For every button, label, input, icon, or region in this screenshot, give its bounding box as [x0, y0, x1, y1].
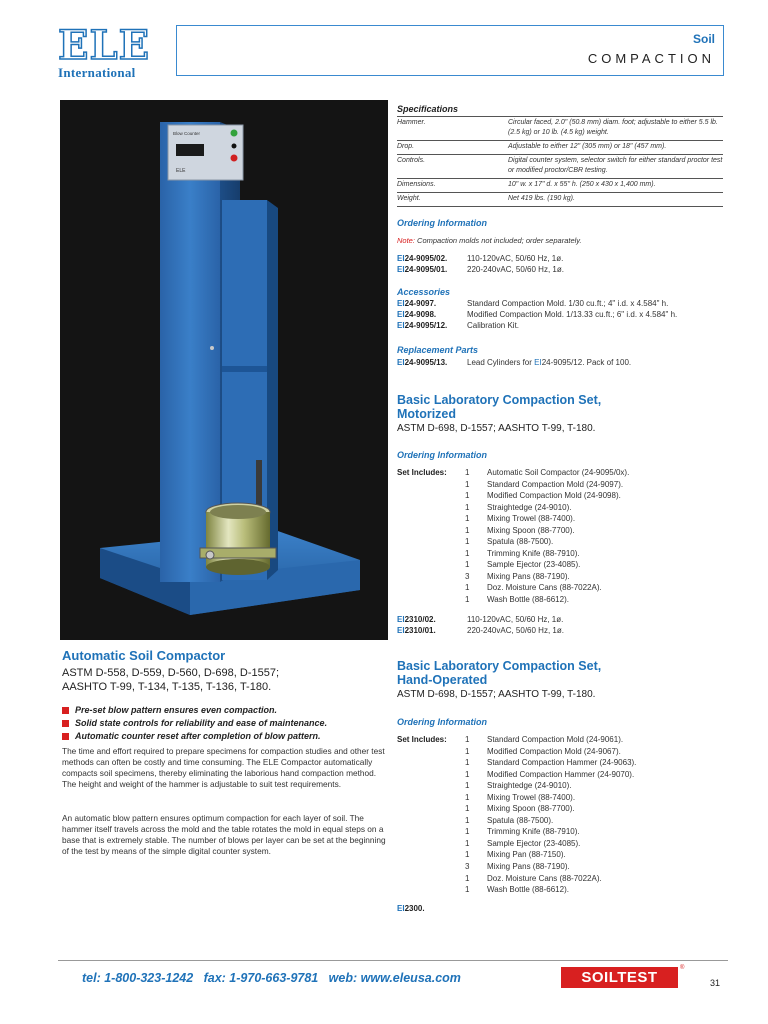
item-quantity: 1	[465, 769, 470, 779]
list-item	[397, 815, 723, 827]
item-description: Spatula (88-7500).	[487, 537, 554, 547]
list-item: EI2310/02. 110-120vAC, 50/60 Hz, 1ø.	[397, 615, 564, 624]
set-includes-label	[397, 479, 465, 491]
set-includes-label	[397, 559, 465, 571]
item-quantity: 1	[465, 735, 470, 744]
item-description: Modified Compaction Mold (24-9098).	[487, 491, 621, 501]
item-description: Sample Ejector (23-4085).	[487, 838, 581, 848]
item-quantity: 1	[465, 815, 470, 825]
item-quantity: 1	[465, 595, 470, 605]
list-item	[397, 803, 723, 815]
item-description: Mixing Spoon (88-7700).	[487, 525, 575, 535]
replacement-list	[397, 357, 723, 368]
feature-item: Pre-set blow pattern ensures even compaction.	[62, 704, 392, 717]
item-quantity: 1	[465, 583, 470, 593]
item-quantity: 1	[465, 781, 470, 791]
set-includes-label	[397, 536, 465, 548]
set-includes-label	[397, 571, 465, 583]
bullet-square-icon	[62, 707, 69, 714]
ordering-codes	[397, 253, 723, 275]
item-quantity: 1	[465, 873, 470, 883]
list-item	[397, 502, 723, 514]
set-includes-label	[397, 815, 465, 827]
product-title: Automatic Soil Compactor	[62, 648, 226, 663]
astm-line-1: ASTM D-558, D-559, D-560, D-698, D-1557;	[62, 667, 280, 679]
item-description: Trimming Knife (88-7910).	[487, 548, 580, 558]
set-includes-label	[397, 803, 465, 815]
ordering-heading: Ordering Information	[397, 218, 487, 228]
motorized-set-heading: Basic Laboratory Compaction Set, Motorized ASTM D-698, D-1557; AASHTO T-99, T-180.	[397, 393, 602, 434]
set-includes-label	[397, 757, 465, 769]
list-item	[397, 884, 723, 896]
list-item	[397, 849, 723, 861]
item-description: Modified Compaction Hammer (24-9070).	[487, 769, 635, 779]
list-item: EI24-9095/13. Lead Cylinders for EI24-9095/12. Pack of 100.	[397, 358, 632, 367]
accessories-list	[397, 298, 723, 331]
set-includes-label	[397, 594, 465, 606]
feature-list	[62, 704, 392, 743]
list-item	[397, 479, 723, 491]
item-description: Spatula (88-7500).	[487, 815, 554, 825]
table-row: Dimensions. 10" w. x 17" d. x 55" h. (250 x 430 x 1,400 mm).	[397, 179, 723, 193]
list-item	[397, 769, 723, 781]
ordering-note	[397, 236, 723, 245]
set-includes-label: Set Includes:	[397, 468, 447, 477]
panel-label: Blow Counter	[173, 131, 201, 136]
item-quantity: 1	[465, 838, 470, 848]
set-includes-label	[397, 861, 465, 873]
item-description: Straightedge (24-9010).	[487, 502, 572, 512]
soil-compactor-illustration	[60, 100, 388, 640]
item-quantity: 1	[465, 827, 470, 837]
item-quantity: 1	[465, 885, 470, 895]
set-includes-label	[397, 490, 465, 502]
ordering-heading: Ordering Information	[397, 450, 487, 460]
ordering-heading: Ordering Information	[397, 717, 487, 727]
set-includes-label	[397, 513, 465, 525]
astm-line-2: AASHTO T-99, T-134, T-135, T-136, T-180.	[62, 681, 272, 693]
item-description: Mixing Spoon (88-7700).	[487, 804, 575, 814]
item-description: Wash Bottle (88-6612).	[487, 885, 569, 895]
logo-sub: International	[58, 65, 136, 80]
description-paragraph-1: The time and effort required to prepare specimens for compaction studies and other test methods can often be costly and time consuming. The ELE Compactor automatically compacts soil specimens, thereby eliminating the laborious hand compaction method. The height and weight of the hammer is adjustable to suit test requirements.	[62, 746, 385, 789]
registered-mark: ®	[680, 965, 685, 971]
table-row: Drop. Adjustable to either 12" (305 mm) or 18" (457 mm).	[397, 141, 723, 155]
feature-item: Solid state controls for reliability and ease of maintenance.	[62, 717, 392, 730]
list-item	[397, 826, 723, 838]
set-includes-label	[397, 502, 465, 514]
section-title: Soil	[692, 32, 715, 46]
specifications-heading: Specifications	[397, 104, 459, 114]
list-item	[397, 780, 723, 792]
item-description: Wash Bottle (88-6612).	[487, 595, 569, 605]
compaction-mold	[206, 512, 270, 567]
black-button	[232, 144, 237, 149]
item-quantity: 1	[465, 479, 470, 489]
item-quantity: 1	[465, 502, 470, 512]
red-button	[231, 155, 238, 162]
item-description: Mixing Pan (88-7150).	[487, 850, 566, 860]
list-item	[397, 861, 723, 873]
item-quantity: 1	[465, 548, 470, 558]
item-quantity: 1	[465, 514, 470, 524]
list-item	[397, 559, 723, 571]
item-description: Mixing Trowel (88-7400).	[487, 792, 576, 802]
specifications-table	[397, 116, 723, 207]
set-includes-label	[397, 838, 465, 850]
description-paragraph-2: An automatic blow pattern ensures optimum compaction for each layer of soil. The hammer itself travels across the mold and the table rotates the mold in equal steps on a base that is extremely stable. The number of blows per layer can be set at the beginning of the test by means of the simple digital counter system.	[62, 813, 386, 856]
list-item: EI24-9098. Modified Compaction Mold. 1/13.33 cu.ft.; 6" i.d. x 4.584" h.	[397, 310, 678, 319]
list-item	[397, 513, 723, 525]
hand-set-heading: Basic Laboratory Compaction Set, Hand-Operated ASTM D-698, D-1557; AASHTO T-99, T-180.	[397, 659, 602, 700]
item-quantity: 1	[465, 758, 470, 768]
item-quantity: 1	[465, 850, 470, 860]
list-item: EI2300.	[397, 904, 425, 913]
set-includes-label	[397, 548, 465, 560]
page-number: 31	[710, 978, 721, 988]
set-includes-label	[397, 746, 465, 758]
list-item	[397, 525, 723, 537]
item-description: Mixing Trowel (88-7400).	[487, 514, 576, 524]
item-quantity: 1	[465, 491, 470, 501]
set-includes-list	[397, 734, 723, 896]
item-description: Automatic Soil Compactor (24-9095/0x).	[487, 468, 630, 477]
set-includes-label	[397, 849, 465, 861]
table-row: Hammer. Circular faced, 2.0" (50.8 mm) diam. foot; adjustable to either 5.5 lb.(2.5 kg) or 10 lb. (4.5 kg) weight.	[397, 117, 723, 141]
note-text: Compaction molds not included; order separately.	[417, 236, 582, 245]
soiltest-logo: SOILTEST	[561, 967, 678, 988]
set-includes-label	[397, 780, 465, 792]
item-quantity: 3	[465, 571, 470, 581]
item-description: Modified Compaction Mold (24-9067).	[487, 746, 621, 756]
item-quantity: 3	[465, 862, 470, 872]
product-standards	[62, 666, 388, 694]
product-photo	[60, 100, 388, 640]
set-includes-label	[397, 525, 465, 537]
panel-brand: ELE	[176, 168, 186, 174]
set-includes-label	[397, 884, 465, 896]
counter-display	[176, 144, 204, 156]
list-item	[397, 582, 723, 594]
set-includes-list	[397, 467, 723, 606]
item-quantity: 1	[465, 792, 470, 802]
item-description: Mixing Pans (88-7190).	[487, 862, 570, 872]
item-quantity: 1	[465, 804, 470, 814]
bullet-square-icon	[62, 720, 69, 727]
list-item: EI24-9095/01. 220-240vAC, 50/60 Hz, 1ø.	[397, 265, 564, 274]
item-description: Doz. Moisture Cans (88-7022A).	[487, 583, 602, 593]
item-quantity: 1	[465, 560, 470, 570]
list-item	[397, 548, 723, 560]
list-item: EI24-9095/02. 110-120vAC, 50/60 Hz, 1ø.	[397, 254, 564, 263]
note-label: Note:	[397, 236, 415, 245]
set-includes-label	[397, 769, 465, 781]
item-quantity: 1	[465, 525, 470, 535]
logo-main: ELE	[58, 22, 151, 69]
green-button	[231, 130, 238, 137]
item-description: Straightedge (24-9010).	[487, 781, 572, 791]
set-codes	[397, 614, 723, 636]
set-code	[397, 903, 723, 914]
bullet-square-icon	[62, 733, 69, 740]
item-quantity: 1	[465, 746, 470, 756]
feature-item: Automatic counter reset after completion of blow pattern.	[62, 730, 392, 743]
item-description: Standard Compaction Mold (24-9061).	[487, 735, 624, 744]
item-description: Sample Ejector (23-4085).	[487, 560, 581, 570]
item-description: Standard Compaction Mold (24-9097).	[487, 479, 624, 489]
ele-logo	[58, 22, 168, 81]
list-item	[397, 757, 723, 769]
accessories-heading: Accessories	[397, 287, 451, 297]
set-includes-label: Set Includes:	[397, 735, 447, 744]
list-item	[397, 536, 723, 548]
item-description: Mixing Pans (88-7190).	[487, 571, 570, 581]
list-item	[397, 571, 723, 583]
list-item: EI24-9095/12. Calibration Kit.	[397, 321, 520, 330]
item-description: Trimming Knife (88-7910).	[487, 827, 580, 837]
list-item: EI2310/01. 220-240vAC, 50/60 Hz, 1ø.	[397, 626, 564, 635]
item-quantity: 1	[465, 468, 470, 477]
list-item	[397, 792, 723, 804]
set-includes-label	[397, 792, 465, 804]
list-item	[397, 734, 723, 746]
list-item	[397, 594, 723, 606]
table-row: Controls. Digital counter system, selector switch for either standard proctor test or modified proctor/CBR testing.	[397, 155, 723, 179]
item-description: Standard Compaction Hammer (24-9063).	[487, 758, 637, 768]
list-item	[397, 838, 723, 850]
item-description: Doz. Moisture Cans (88-7022A).	[487, 873, 602, 883]
item-quantity: 1	[465, 537, 470, 547]
set-includes-label	[397, 582, 465, 594]
footer-divider	[58, 960, 728, 961]
footer-contact: tel: 1-800-323-1242 fax: 1-970-663-9781 web: www.eleusa.com	[82, 971, 461, 985]
section-header	[176, 25, 724, 76]
list-item	[397, 467, 723, 479]
set-includes-label	[397, 873, 465, 885]
table-row: Weight. Net 419 lbs. (190 kg).	[397, 193, 723, 207]
set-includes-label	[397, 826, 465, 838]
list-item	[397, 873, 723, 885]
replacement-heading: Replacement Parts	[397, 345, 479, 355]
subsection-title: COMPACTION	[587, 51, 715, 66]
list-item	[397, 746, 723, 758]
list-item: EI24-9097. Standard Compaction Mold. 1/30 cu.ft.; 4" i.d. x 4.584" h.	[397, 299, 669, 308]
list-item	[397, 490, 723, 502]
